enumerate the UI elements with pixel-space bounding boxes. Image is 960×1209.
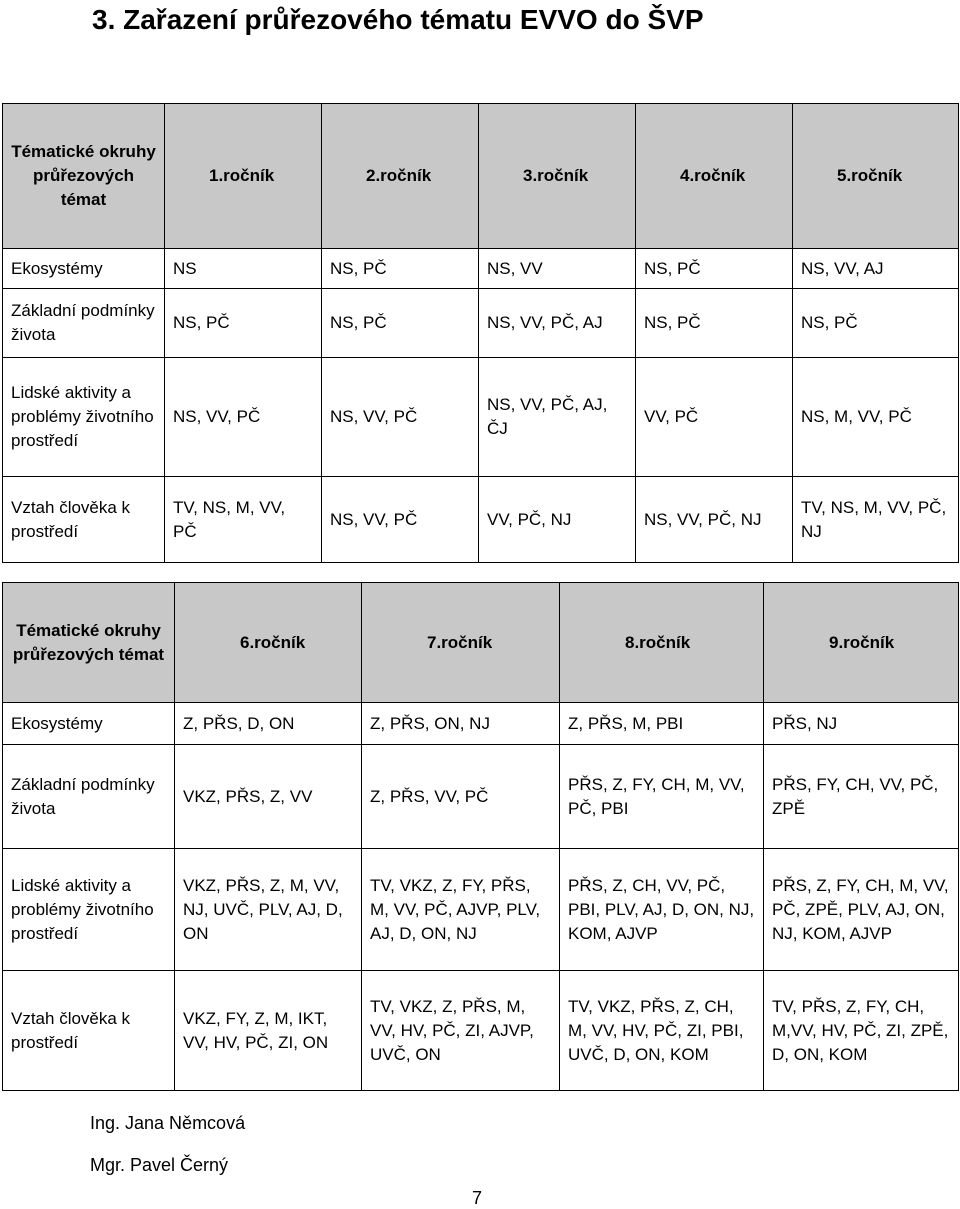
table-cell: NS, VV, PČ, AJ, ČJ <box>479 358 636 477</box>
table-cell: VV, PČ, NJ <box>479 477 636 563</box>
table-cell: NS, PČ <box>636 289 793 358</box>
table-cell: NS, VV, PČ <box>322 477 479 563</box>
header-grade: 7.ročník <box>362 583 560 703</box>
row-label: Ekosystémy <box>3 703 175 745</box>
table-cell: NS, PČ <box>793 289 959 358</box>
author-name: Mgr. Pavel Černý <box>90 1155 229 1175</box>
header-grade: 6.ročník <box>175 583 362 703</box>
header-corner: Tématické okruhy průřezových témat <box>3 104 165 249</box>
table-cell: VV, PČ <box>636 358 793 477</box>
table-cell: TV, PŘS, Z, FY, CH, M,VV, HV, PČ, ZI, ZPĚ, D, ON, KOM <box>764 971 959 1091</box>
table-cell: NS, PČ <box>165 289 322 358</box>
header-grade: 5.ročník <box>793 104 959 249</box>
table-cell: NS, PČ <box>322 289 479 358</box>
table-cell: Z, PŘS, M, PBI <box>560 703 764 745</box>
row-label: Lidské aktivity a problémy životního prostředí <box>3 849 175 971</box>
header-grade: 1.ročník <box>165 104 322 249</box>
table-cell: NS, VV, PČ, NJ <box>636 477 793 563</box>
table-cell: NS, PČ <box>636 249 793 289</box>
table-row <box>3 249 959 289</box>
table-cell: PŘS, Z, FY, CH, M, VV, PČ, ZPĚ, PLV, AJ, ON, NJ, KOM, AJVP <box>764 849 959 971</box>
row-label: Lidské aktivity a problémy životního prostředí <box>3 358 165 477</box>
header-grade: 3.ročník <box>479 104 636 249</box>
table-row <box>3 358 959 477</box>
table-cell: VKZ, PŘS, Z, VV <box>175 745 362 849</box>
header-corner: Tématické okruhy průřezových témat <box>3 583 175 703</box>
header-grade: 9.ročník <box>764 583 959 703</box>
table-cell: NS, VV <box>479 249 636 289</box>
table-cell: NS <box>165 249 322 289</box>
row-label: Základní podmínky života <box>3 289 165 358</box>
table-cell: PŘS, Z, CH, VV, PČ, PBI, PLV, AJ, D, ON, NJ, KOM, AJVP <box>560 849 764 971</box>
table-cell: NS, VV, PČ <box>322 358 479 477</box>
table-row <box>3 289 959 358</box>
header-grade: 8.ročník <box>560 583 764 703</box>
table-cell: Z, PŘS, ON, NJ <box>362 703 560 745</box>
table-cell: Z, PŘS, D, ON <box>175 703 362 745</box>
table-row <box>3 971 959 1091</box>
page-number: 7 <box>472 1188 483 1208</box>
table-cell: TV, VKZ, Z, FY, PŘS, M, VV, PČ, AJVP, PLV, AJ, D, ON, NJ <box>362 849 560 971</box>
table-cell: NS, VV, AJ <box>793 249 959 289</box>
row-label: Ekosystémy <box>3 249 165 289</box>
table-row <box>3 745 959 849</box>
row-label: Vztah člověka k prostředí <box>3 971 175 1091</box>
page-title: 3. Zařazení průřezového tématu EVVO do ŠVP <box>92 4 704 35</box>
table-cell: PŘS, Z, FY, CH, M, VV, PČ, PBI <box>560 745 764 849</box>
table-cell: TV, NS, M, VV, PČ <box>165 477 322 563</box>
row-label: Základní podmínky života <box>3 745 175 849</box>
table-row <box>3 477 959 563</box>
table-header-row <box>3 583 959 703</box>
table-grades-1-5 <box>2 103 959 563</box>
author-name: Ing. Jana Němcová <box>90 1113 246 1133</box>
table-cell: Z, PŘS, VV, PČ <box>362 745 560 849</box>
table-cell: NS, VV, PČ <box>165 358 322 477</box>
table-row <box>3 849 959 971</box>
header-grade: 2.ročník <box>322 104 479 249</box>
table-grades-6-9 <box>2 582 959 1091</box>
table-cell: TV, VKZ, Z, PŘS, M, VV, HV, PČ, ZI, AJVP, UVČ, ON <box>362 971 560 1091</box>
row-label: Vztah člověka k prostředí <box>3 477 165 563</box>
table-cell: PŘS, NJ <box>764 703 959 745</box>
table-cell: TV, VKZ, PŘS, Z, CH, M, VV, HV, PČ, ZI, PBI, UVČ, D, ON, KOM <box>560 971 764 1091</box>
table-cell: VKZ, FY, Z, M, IKT, VV, HV, PČ, ZI, ON <box>175 971 362 1091</box>
table-cell: TV, NS, M, VV, PČ, NJ <box>793 477 959 563</box>
table-header-row <box>3 104 959 249</box>
table-cell: NS, M, VV, PČ <box>793 358 959 477</box>
table-cell: NS, PČ <box>322 249 479 289</box>
table-cell: VKZ, PŘS, Z, M, VV, NJ, UVČ, PLV, AJ, D, ON <box>175 849 362 971</box>
table-cell: PŘS, FY, CH, VV, PČ, ZPĚ <box>764 745 959 849</box>
table-cell: NS, VV, PČ, AJ <box>479 289 636 358</box>
table-row <box>3 703 959 745</box>
header-grade: 4.ročník <box>636 104 793 249</box>
